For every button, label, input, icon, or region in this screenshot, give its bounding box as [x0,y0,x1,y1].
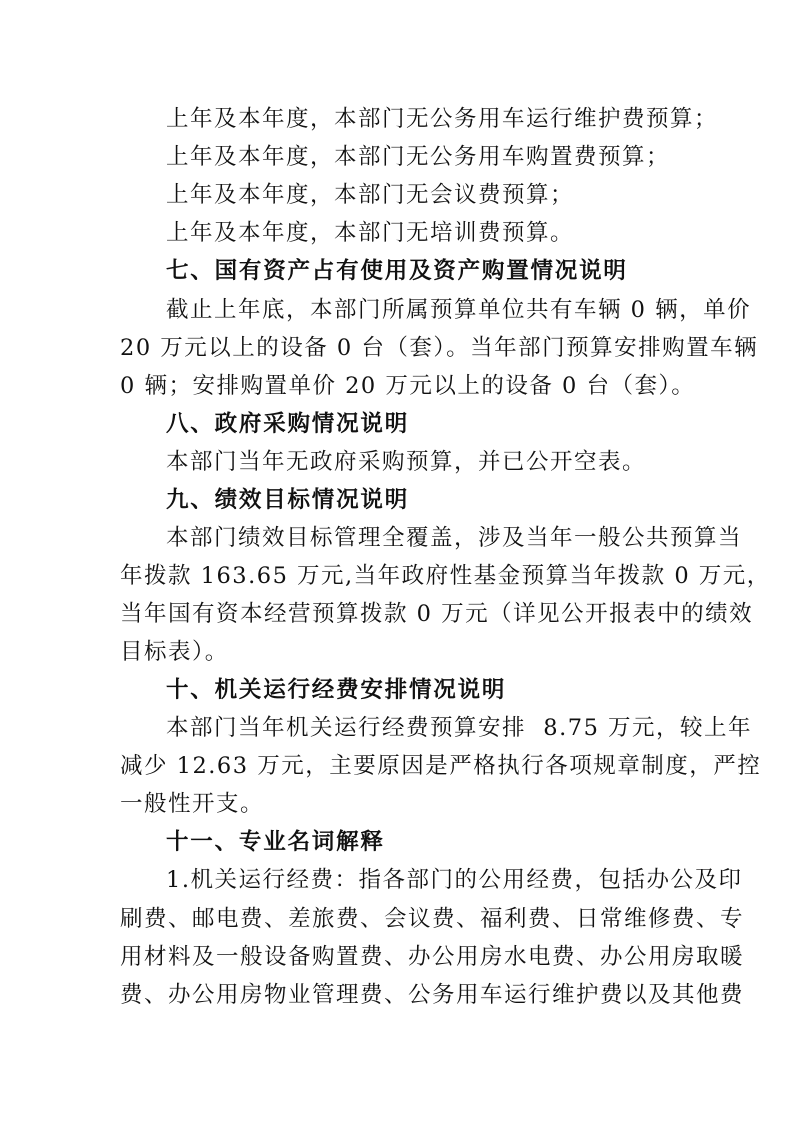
section-7-paragraph-line: 截止上年底，本部门所属预算单位共有车辆 0 辆，单价 [166,297,752,323]
section-11-paragraph-line: 1.机关运行经费：指各部门的公用经费，包括办公及印 [166,867,743,893]
section-9-paragraph-line: 本部门绩效目标管理全覆盖，涉及当年一般公共预算当 [166,525,743,551]
section-10-paragraph-line: 本部门当年机关运行经费预算安排 8.75 万元，较上年 [166,715,753,741]
section-11-paragraph-line: 刷费、邮电费、差旅费、会议费、福利费、日常维修费、专 [120,906,745,932]
budget-line-3: 上年及本年度，本部门无会议费预算； [166,182,575,208]
section-7-heading: 七、国有资产占有使用及资产购置情况说明 [166,258,628,284]
section-7-paragraph-line: 20 万元以上的设备 0 台（套）。当年部门预算安排购置车辆 [120,335,759,361]
section-10-paragraph-line: 减少 12.63 万元，主要原因是严格执行各项规章制度，严控 [120,753,762,779]
budget-line-4: 上年及本年度，本部门无培训费预算。 [166,220,575,246]
section-11-heading: 十一、专业名词解释 [166,829,385,855]
budget-line-2: 上年及本年度，本部门无公务用车购置费预算； [166,144,671,170]
section-9-paragraph-line: 目标表）。 [120,639,229,665]
section-8-paragraph-line: 本部门当年无政府采购预算，并已公开空表。 [166,449,647,475]
section-11-paragraph-line: 用材料及一般设备购置费、办公用房水电费、办公用房取暖 [120,944,745,970]
section-8-heading: 八、政府采购情况说明 [166,411,410,437]
section-11-paragraph-line: 费、办公用房物业管理费、公务用车运行维护费以及其他费 [120,982,745,1008]
section-9-paragraph-line: 年拨款 163.65 万元,当年政府性基金预算当年拨款 0 万元， [120,563,771,589]
section-9-heading: 九、绩效目标情况说明 [166,487,410,513]
section-9-paragraph-line: 当年国有资本经营预算拨款 0 万元（详见公开报表中的绩效 [120,601,754,627]
section-10-paragraph-line: 一般性开支。 [120,791,265,817]
budget-line-1: 上年及本年度，本部门无公务用车运行维护费预算； [166,106,719,132]
section-7-paragraph-line: 0 辆；安排购置单价 20 万元以上的设备 0 台（套）。 [120,373,696,399]
section-10-heading: 十、机关运行经费安排情况说明 [166,677,507,703]
